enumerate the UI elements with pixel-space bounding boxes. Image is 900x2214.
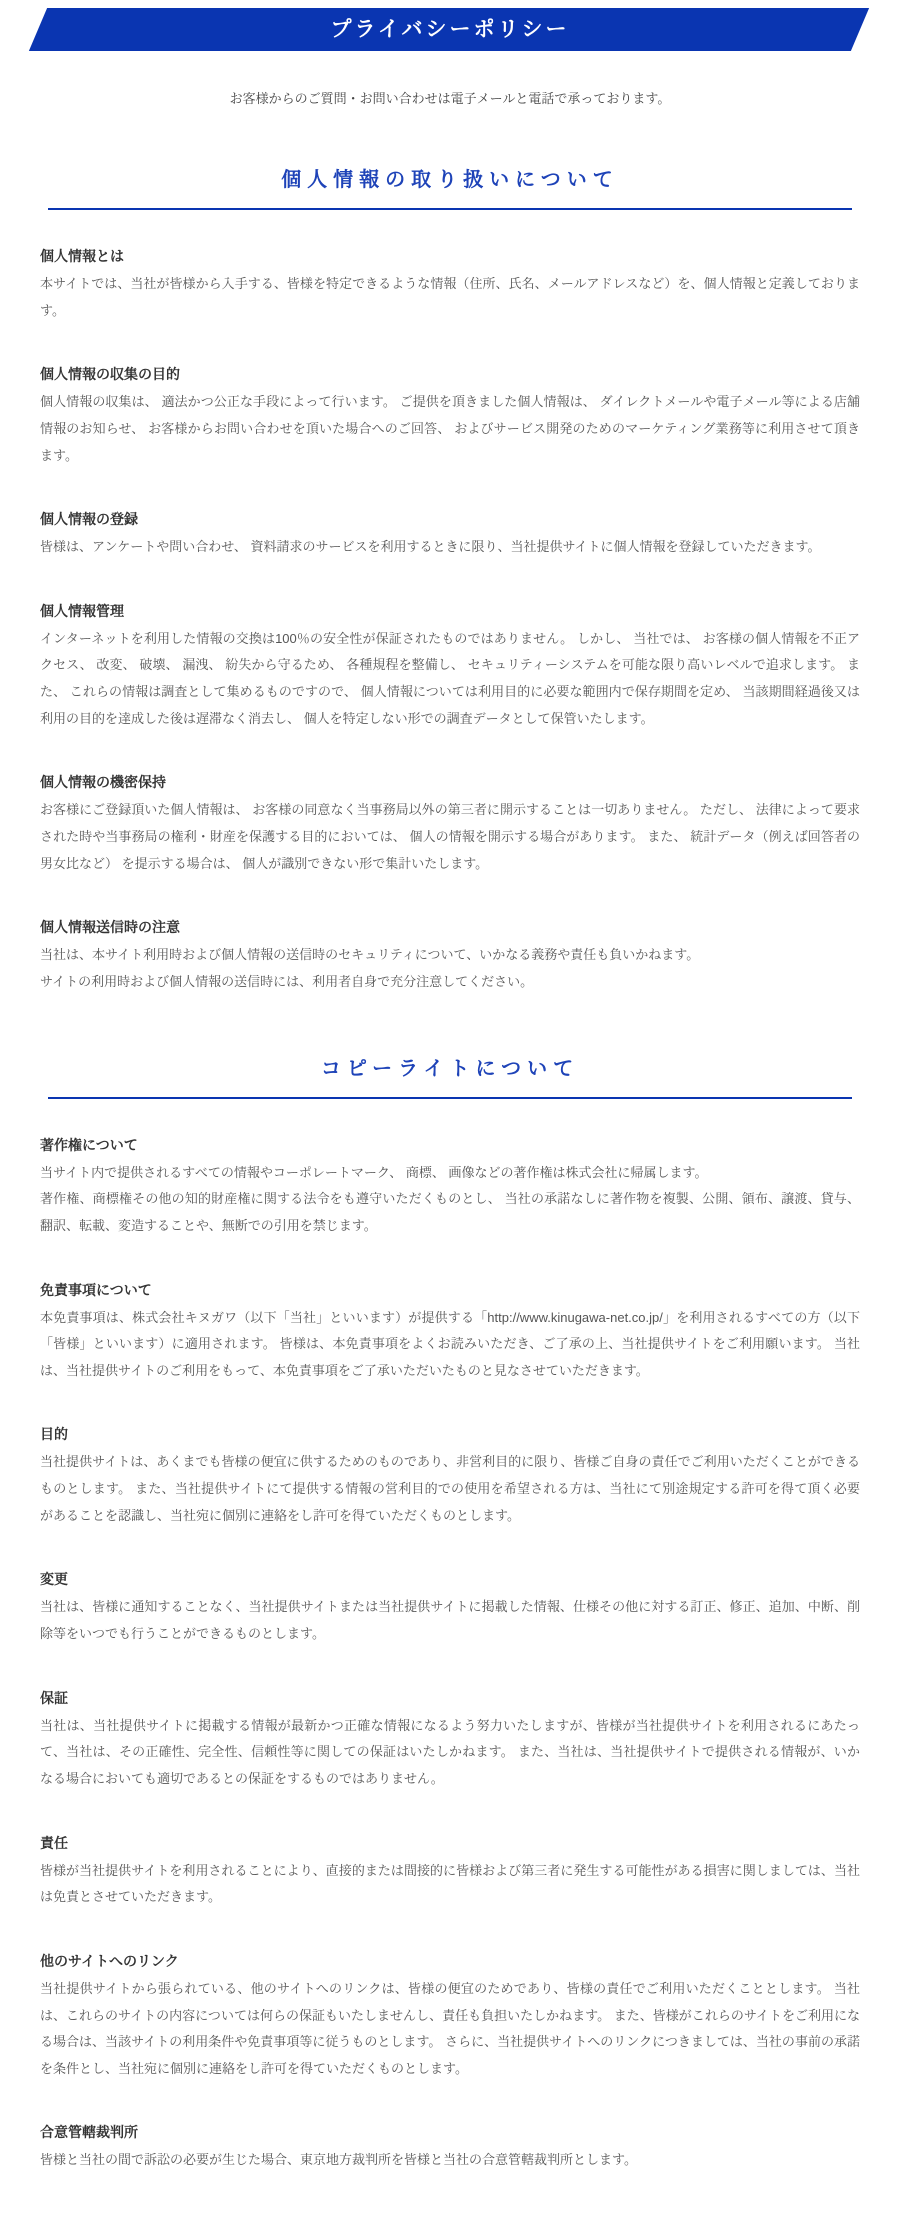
policy-section xyxy=(0,1052,900,2174)
policy-item-heading: 合意管轄裁判所 xyxy=(40,2124,138,2141)
policy-item-heading: 個人情報送信時の注意 xyxy=(40,919,180,936)
policy-item-heading: 個人情報の機密保持 xyxy=(40,774,166,791)
policy-item-body: 著作権、商標権その他の知的財産権に関する法令をも遵守いただくものとし、 当社の承諾なしに著作物を複製、公開、領布、譲渡、貸与、翻訳、転載、変造することや、無断での引用を禁じます。 xyxy=(40,1191,860,1233)
section-items xyxy=(40,1135,860,2174)
page-title: プライバシーポリシー xyxy=(330,18,570,41)
policy-item-body: 当社は、本サイト利用時および個人情報の送信時のセキュリティについて、いかなる義務や責任も負いかねます。 xyxy=(40,947,700,963)
policy-item xyxy=(40,1951,860,2083)
policy-item-body: サイトの利用時および個人情報の送信時には、利用者自身で充分注意してください。 xyxy=(40,973,534,989)
section-title: コピーライトについて xyxy=(320,1057,580,1080)
policy-item-heading: 目的 xyxy=(40,1426,68,1443)
policy-item-body: 皆様と当社の間で訴訟の必要が生じた場合、東京地方裁判所を皆様と当社の合意管轄裁判所とします。 xyxy=(40,2152,637,2168)
policy-item-heading: 著作権について xyxy=(40,1136,138,1153)
policy-item-heading: 責任 xyxy=(40,1834,68,1851)
policy-item-body: 当サイト内で提供されるすべての情報やコーポレートマーク、 商標、 画像などの著作権は株式会社に帰属します。 xyxy=(40,1164,708,1180)
policy-item xyxy=(40,1280,860,1385)
policy-item-heading: 個人情報の収集の目的 xyxy=(40,366,180,383)
policy-item-heading: 個人情報管理 xyxy=(40,602,124,619)
policy-item xyxy=(40,246,860,324)
page-title-banner xyxy=(0,8,900,51)
policy-item-heading: 個人情報の登録 xyxy=(40,511,138,528)
policy-item xyxy=(40,364,860,469)
policy-item-heading: 個人情報とは xyxy=(40,248,124,264)
section-title: 個人情報の取り扱いについて xyxy=(281,169,619,191)
policy-item-heading: 保証 xyxy=(40,1689,68,1706)
policy-item-body: インターネットを利用した情報の交換は100％の安全性が保証されたものではありません。 しかし、 当社では、 お客様の個人情報を不正アクセス、 改変、 破壊、 漏洩、 紛失から守るため、 各種規程を整備し、 セキュリティーシステムを可能な限り高いレベルで追求します。 また、 これらの情報は調査として集めるものですので、 個人情報については利用目的に必要な範囲内で保存期間を定め、 当該期間経過後又は利用の目的を達成した後は遅滞なく消去し、 個人を特定しない形での調査データとして保管いたします。 xyxy=(40,630,860,726)
policy-item-body: 本免責事項は、株式会社キヌガワ（以下「当社」といいます）が提供する「http://www.kinugawa-net.co.jp/」を利用されるすべての方（以下「皆様」といいます）に適用されます。 皆様は、本免責事項をよくお読みいただき、ご了承の上、当社提供サイトをご利用願います。 当社は、当社提供サイトのご利用をもって、本免責事項をご了承いただいたものと見なさせていただきます。 xyxy=(40,1309,860,1378)
policy-item xyxy=(40,1135,860,1240)
policy-item xyxy=(40,509,860,561)
section-items xyxy=(40,246,860,996)
policy-item-body: 本サイトでは、当社が皆様から入手する、皆様を特定できるような情報（住所、氏名、メールアドレスなど）を、個人情報と定義しております。 xyxy=(40,276,860,318)
policy-item-body: 皆様が当社提供サイトを利用されることにより、直接的または間接的に皆様および第三者に発生する可能性がある損害に関しましては、当社は免責とさせていただきます。 xyxy=(40,1862,860,1905)
policy-item-heading: 免責事項について xyxy=(40,1281,152,1298)
policy-item-heading: 変更 xyxy=(40,1571,68,1588)
policy-item xyxy=(40,1833,860,1911)
intro-text: お客様からのご質問・お問い合わせは電子メールと電話で承っております。 xyxy=(229,91,671,106)
policy-item-body: 当社提供サイトから張られている、他のサイトへのリンクは、皆様の便宜のためであり、皆様の責任でご利用いただくこととします。 当社は、これらのサイトの内容については何らの保証もいたしませんし、責任も負担いたしかねます。 また、皆様がこれらのサイトをご利用になる場合は、当該サイトの利用条件や免責事項等に従うものとします。 さらに、当社提供サイトへのリンクにつきましては、当社の事前の承諾を条件とし、当社宛に個別に連絡をし許可を得ていただくものとします。 xyxy=(40,1980,860,2076)
policy-item xyxy=(40,2122,860,2174)
policy-item-body: 当社は、皆様に通知することなく、当社提供サイトまたは当社提供サイトに掲載した情報、仕様その他に対する訂正、修正、追加、中断、削除等をいつでも行うことができるものとします。 xyxy=(40,1599,860,1642)
policy-item-heading: 他のサイトへのリンク xyxy=(40,1952,179,1969)
policy-item-body: 皆様は、アンケートや問い合わせ、 資料請求のサービスを利用するときに限り、当社提供サイトに個人情報を登録していただきます。 xyxy=(40,539,821,555)
policy-item xyxy=(40,1688,860,1793)
section-divider xyxy=(48,208,852,210)
policy-item xyxy=(40,1424,860,1529)
policy-sections xyxy=(0,163,900,2174)
section-divider xyxy=(48,1097,852,1099)
policy-item xyxy=(40,601,860,733)
policy-item-body: お客様にご登録頂いた個人情報は、 お客様の同意なく当事務局以外の第三者に開示することは一切ありません。 ただし、 法律によって要求された時や当事務局の権利・財産を保護する目的においては、 個人の情報を開示する場合があります。 また、 統計データ（例えば回答者の男女比など） を提示する場合は、 個人が識別できない形で集計いたします。 xyxy=(40,802,860,871)
policy-item-body: 当社は、当社提供サイトに掲載する情報が最新かつ正確な情報になるよう努力いたしますが、皆様が当社提供サイトを利用されるにあたって、当社は、その正確性、完全性、信頼性等に関しての保証はいたしかねます。 また、当社は、当社提供サイトで提供される情報が、いかなる場合においても適切であるとの保証をするものではありません。 xyxy=(40,1717,860,1786)
policy-item xyxy=(40,917,860,995)
policy-section xyxy=(0,163,900,996)
policy-item-body: 当社提供サイトは、あくまでも皆様の便宜に供するためのものであり、非営利目的に限り、皆様ご自身の責任でご利用いただくことができるものとします。 また、当社提供サイトにて提供する情報の営利目的での使用を希望される方は、当社にて別途規定する許可を得て頂く必要があることを認識し、当社宛に個別に連絡をし許可を得ていただくものとします。 xyxy=(40,1454,860,1523)
policy-item-body: 個人情報の収集は、 適法かつ公正な手段によって行います。 ご提供を頂きました個人情報は、 ダイレクトメールや電子メール等による店舗情報のお知らせ、 お客様からお問い合わせを頂いた場合へのご回答、 およびサービス開発のためのマーケティング業務等に利用させて頂きます。 xyxy=(40,394,860,463)
policy-item xyxy=(40,772,860,877)
policy-item xyxy=(40,1569,860,1647)
